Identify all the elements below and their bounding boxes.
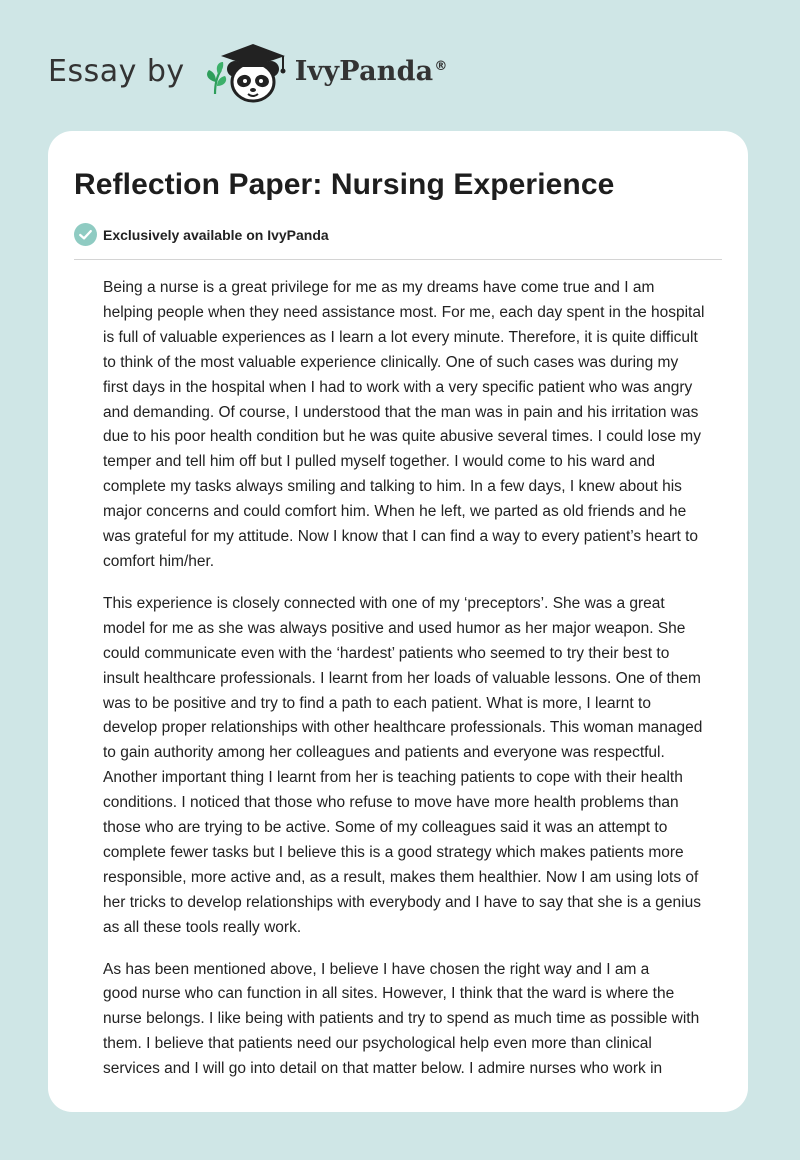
text-line: Another important thing I learnt from her is teaching patients to cope with their health [103, 769, 683, 787]
text-line: insult healthcare professionals. I learnt from her loads of valuable lessons. One of them [103, 669, 701, 687]
text-line: major concerns and could comfort him. When he left, we parted as old friends and he [103, 503, 687, 521]
text-line: and demanding. Of course, I understood that the man was in pain and his irritation was [103, 403, 699, 421]
essay-card [48, 131, 748, 1112]
text-line: Being a nurse is a great privilege for me as my dreams have come true and I am [103, 279, 655, 296]
essay-paragraph [74, 276, 722, 575]
text-line: as all these tools really work. [103, 918, 302, 936]
text-line: to think of the most valuable experience clinically. One of such cases was during my [103, 353, 679, 371]
text-line: first days in the hospital when I had to work with a very specific patient who was angry [103, 378, 693, 396]
essay-by-label: Essay by [48, 53, 185, 89]
registered-mark: ® [434, 58, 448, 74]
text-line: services and I will go into detail on that matter below. I admire nurses who work in [103, 1060, 663, 1078]
text-line: is full of valuable experiences as I learn a lot every minute. Therefore, it is quite difficult [103, 328, 698, 346]
text-line: them. I believe that patients need our psychological help even more than clinical [103, 1035, 652, 1053]
essay-body [74, 276, 722, 1082]
text-line: those who are trying to be active. Some of my colleagues said it was an attempt to [103, 819, 668, 837]
check-circle-icon [74, 223, 97, 246]
essay-content [48, 131, 748, 1082]
text-line: helping people when they need assistance most. For me, each day spent in the hospital [103, 303, 705, 321]
text-line: temper and tell him off but I pulled myself together. I would come to his ward and [103, 453, 655, 471]
text-line: complete my tasks always smiling and talking to him. In a few days, I knew about his [103, 478, 682, 496]
text-line: comfort him/her. [103, 552, 215, 570]
text-line: her tricks to develop relationships with everybody and I have to say that she is a genius [103, 893, 701, 911]
text-line: complete fewer tasks but I believe this is a good strategy which makes patients more [103, 843, 684, 861]
brand-name-text: IvyPanda [294, 55, 434, 87]
text-line: model for me as she was always positive and used humor as her major weapon. She [103, 619, 686, 637]
exclusive-badge-label: Exclusively available on IvyPanda [103, 226, 329, 243]
exclusive-badge [74, 223, 722, 246]
text-line: conditions. I noticed that those who refuse to move have more health problems than [103, 794, 679, 812]
panda-logo-icon[interactable] [201, 36, 293, 106]
essay-title: Reflection Paper: Nursing Experience [74, 168, 615, 201]
text-line: to gain authority among her colleagues and patients and everyone was respectful. [103, 744, 665, 762]
essay-paragraph [74, 958, 722, 1083]
text-line: good nurse who can function in all sites. However, I think that the ward is where the [103, 985, 675, 1003]
text-line: nurse belongs. I like being with patients and try to spend as much time as possible with [103, 1010, 700, 1028]
text-line: This experience is closely connected with one of my ‘preceptors’. She was a great [103, 594, 665, 612]
text-line: develop proper relationships with other healthcare professionals. This woman managed [103, 719, 703, 737]
text-line: due to his poor health condition but he was quite abusive several times. I could lose my [103, 428, 701, 446]
essay-paragraph [74, 592, 722, 941]
title-divider [74, 259, 722, 260]
text-line: was to be positive and try to find a path to each patient. What is more, I learnt to [103, 694, 651, 712]
text-line: could communicate even with the ‘hardest’ patients who seemed to try their best to [103, 644, 670, 662]
text-line: As has been mentioned above, I believe I have chosen the right way and I am a [103, 960, 650, 978]
brand-header [48, 36, 448, 106]
text-line: was grateful for my attitude. Now I know that I can find a way to every patient’s heart to [103, 528, 699, 546]
text-line: responsible, more active and, as a result, makes them healthier. Now I am using lots of [103, 868, 699, 886]
brand-name[interactable] [295, 56, 448, 87]
